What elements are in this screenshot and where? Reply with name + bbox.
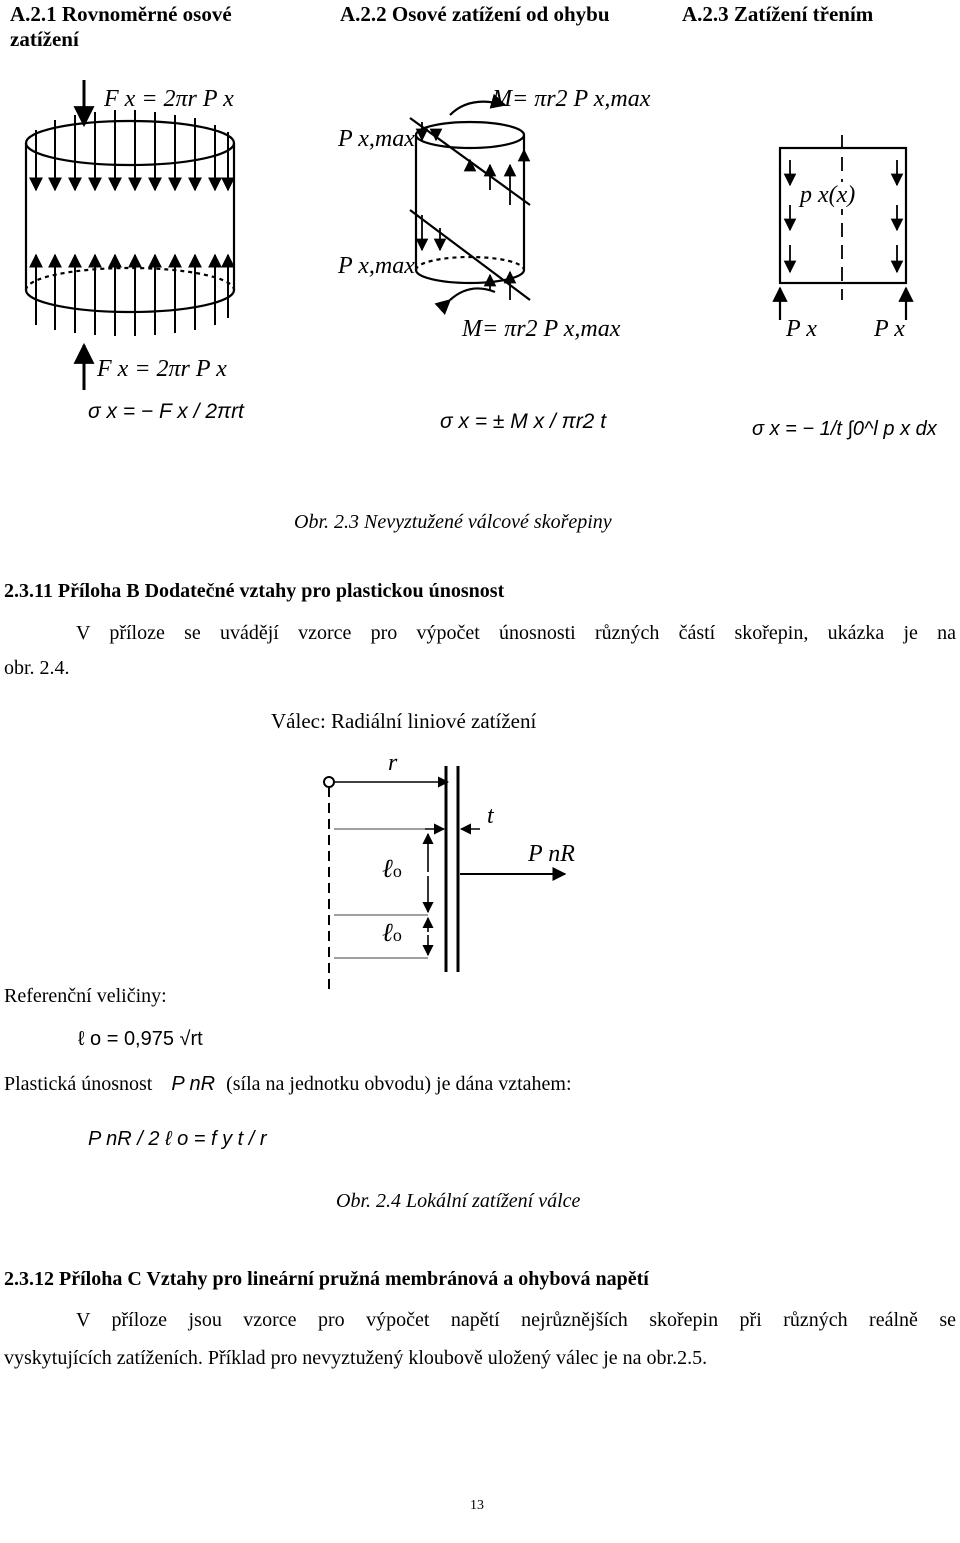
fig1-force-bottom: F x = 2πr P x (97, 356, 227, 382)
fig2-moment-bottom: M= πr2 P x,max (462, 316, 621, 342)
ref-label: Referenční veličiny: (4, 985, 167, 1007)
page-number: 13 (470, 1498, 484, 1513)
plastic-text-before: Plastická únosnost (4, 1073, 153, 1095)
fig3-px: p x(x) (800, 182, 856, 208)
heading-2-3-12: 2.3.12 Příloha C Vztahy pro lineární pružná membránová a ohybová napětí (4, 1268, 649, 1290)
fig24-label-r: r (388, 750, 398, 776)
fig2-stress-formula: σ x = ± M x / πr2 t (440, 410, 607, 433)
caption-figure-2-4: Obr. 2.4 Lokální zatížení válce (336, 1190, 581, 1212)
fig2-moment-top: M= πr2 P x,max (492, 86, 651, 112)
fig24-label-lo-1: ℓo (382, 854, 402, 883)
heading-2-3-11: 2.3.11 Příloha B Dodatečné vztahy pro plastickou únosnost (4, 580, 505, 602)
fig24-label-t: t (487, 803, 494, 829)
figure-2-4-title: Válec: Radiální liniové zatížení (271, 709, 537, 733)
fig24-label-lo-2: ℓo (382, 918, 402, 947)
header-a23: A.2.3 Zatížení třením (682, 2, 874, 26)
fig1-force-top: F x = 2πr P x (104, 86, 234, 112)
fig3-stress-formula: σ x = − 1/t ∫0^l p x dx (752, 418, 937, 440)
fig2-p-bottom: P x,max (338, 253, 415, 279)
plastic-symbol: P nR (171, 1073, 216, 1095)
header-a21-line1: A.2.1 Rovnoměrné osové (10, 2, 232, 26)
ell-symbol: ℓ (382, 918, 393, 947)
para-2-3-11-line1: V příloze se uvádějí vzorce pro výpočet únosnosti různých částí skořepin, ukázka je na (76, 622, 956, 644)
fig3-P-right: P x (874, 316, 905, 342)
header-a22: A.2.2 Osové zatížení od ohybu (340, 2, 610, 26)
header-a21-line2: zatížení (10, 27, 79, 51)
plastic-formula: P nR / 2 ℓ o = f y t / r (88, 1128, 267, 1150)
caption-figure-2-3: Obr. 2.3 Nevyztužené válcové skořepiny (294, 511, 612, 533)
ref-formula: ℓ o = 0,975 √rt (78, 1028, 203, 1050)
fig24-label-PnR: P nR (528, 841, 575, 867)
fig2-p-top: P x,max (338, 126, 415, 152)
ell-symbol: ℓ (382, 854, 393, 883)
para-2-3-12-line2: vyskytujících zatíženích. Příklad pro nevyztužený kloubově uložený válec je na obr.2.5. (4, 1347, 708, 1369)
fig1-stress-formula: σ x = − F x / 2πrt (88, 400, 244, 423)
fig3-P-left: P x (786, 316, 817, 342)
plastic-line (4, 1068, 572, 1100)
para-2-3-11-line2: obr. 2.4. (4, 657, 70, 679)
plastic-text-after: (síla na jednotku obvodu) je dána vztahem: (226, 1073, 572, 1095)
para-2-3-12-line1: V příloze jsou vzorce pro výpočet napětí nejrůznějších skořepin při různých reálně se (76, 1309, 956, 1331)
